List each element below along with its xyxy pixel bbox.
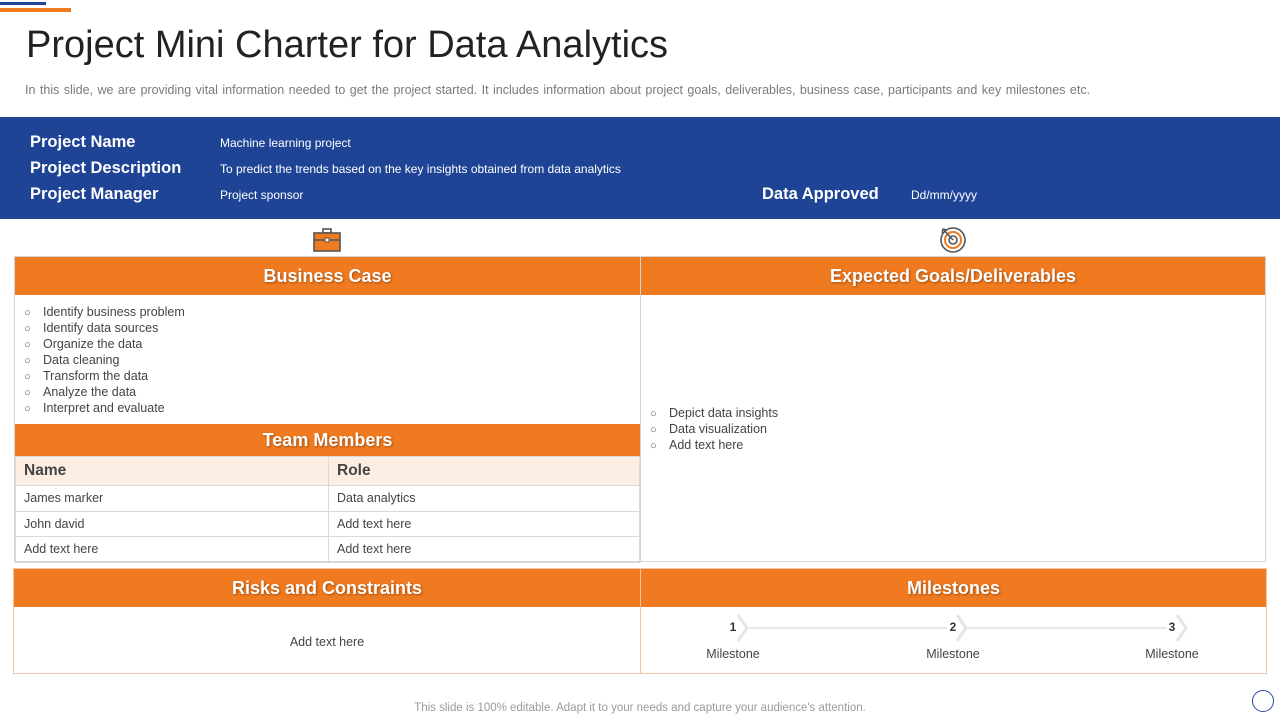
list-item: ○ Transform the data	[24, 368, 185, 384]
list-item: ○ Identify data sources	[24, 320, 185, 336]
list-item: ○ Organize the data	[24, 336, 185, 352]
project-manager-label: Project Manager	[30, 185, 159, 203]
table-cell: Add text here	[329, 537, 640, 563]
project-name-value: Machine learning project	[220, 136, 351, 150]
risks-text: Add text here	[289, 635, 365, 649]
project-manager-value: Project sponsor	[220, 188, 304, 202]
milestone-step-3	[1132, 620, 1212, 661]
table-cell: John david	[16, 511, 329, 537]
list-item: ○ Interpret and evaluate	[24, 400, 185, 416]
table-cell: Add text here	[329, 511, 640, 537]
milestone-label: Milestone	[926, 647, 980, 661]
page-title: Project Mini Charter for Data Analytics	[26, 24, 669, 66]
project-info-band	[0, 117, 1280, 219]
milestone-step-1	[693, 620, 773, 661]
business-case-panel	[14, 256, 641, 562]
milestone-step-2	[913, 620, 993, 661]
list-item: ○ Data visualization	[650, 421, 778, 437]
business-case-title: Business Case	[15, 257, 640, 295]
data-approved-label: Data Approved	[762, 185, 879, 203]
milestone-number: 3	[1168, 620, 1176, 634]
expected-goals-list	[650, 405, 778, 453]
milestones-title: Milestones	[641, 569, 1266, 607]
milestone-label: Milestone	[706, 647, 760, 661]
project-description-label: Project Description	[30, 159, 182, 177]
target-icon	[938, 225, 968, 251]
milestone-number: 1	[729, 620, 737, 634]
project-name-label: Project Name	[30, 133, 136, 151]
page-subtitle: In this slide, we are providing vital information needed to get the project started. It includes information about project goals, deliverables, business case, participants and key milestones etc.	[25, 83, 1091, 97]
team-members-table	[15, 456, 640, 563]
accent-bar-orange	[0, 8, 71, 12]
accent-bar-navy	[0, 2, 46, 5]
table-cell: James marker	[16, 486, 329, 512]
expected-goals-title: Expected Goals/Deliverables	[641, 257, 1265, 295]
list-item: ○ Data cleaning	[24, 352, 185, 368]
table-cell: Add text here	[16, 537, 329, 563]
list-item: ○ Depict data insights	[650, 405, 778, 421]
table-row	[16, 537, 640, 563]
milestone-label: Milestone	[1145, 647, 1199, 661]
expected-goals-panel	[640, 256, 1266, 562]
table-header-row	[16, 457, 640, 486]
risks-panel	[13, 568, 641, 674]
list-item: ○ Analyze the data	[24, 384, 185, 400]
list-item: ○ Add text here	[650, 437, 778, 453]
data-approved-value: Dd/mm/yyyy	[911, 188, 977, 202]
project-description-value: To predict the trends based on the key insights obtained from data analytics	[220, 162, 621, 176]
list-item: ○ Identify business problem	[24, 304, 185, 320]
briefcase-icon	[312, 227, 342, 253]
business-case-list	[24, 304, 185, 416]
risks-title: Risks and Constraints	[14, 569, 640, 607]
role-column-header: Role	[329, 457, 640, 486]
footer-note: This slide is 100% editable. Adapt it to your needs and capture your audience's attention.	[414, 702, 866, 714]
table-row	[16, 511, 640, 537]
table-cell: Data analytics	[329, 486, 640, 512]
milestones-panel	[640, 568, 1267, 674]
name-column-header: Name	[16, 457, 329, 486]
team-members-title: Team Members	[15, 424, 640, 456]
milestone-number: 2	[949, 620, 957, 634]
table-row	[16, 486, 640, 512]
corner-circle-icon	[1252, 690, 1274, 712]
